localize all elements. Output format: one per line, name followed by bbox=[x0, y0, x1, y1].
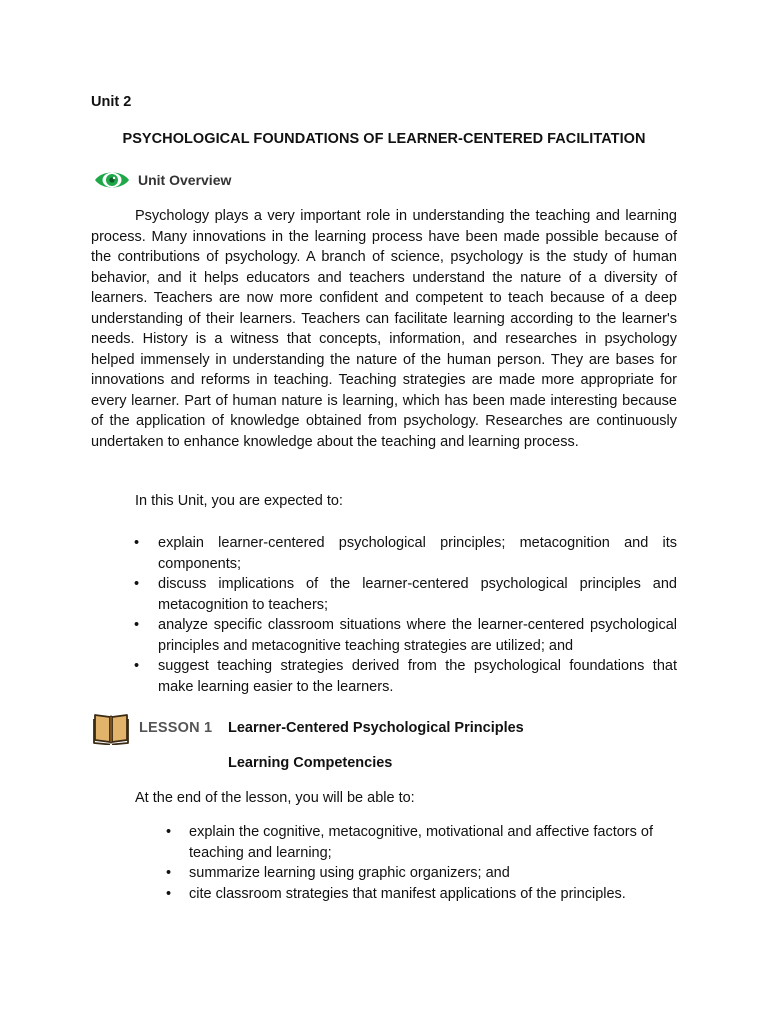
list-item: • explain the cognitive, metacognitive, motivational and affective factors of teaching and learning; bbox=[189, 822, 679, 863]
unit-overview-label: Unit Overview bbox=[138, 172, 232, 188]
lesson-header bbox=[93, 711, 212, 745]
intro-paragraph: Psychology plays a very important role in understanding the teaching and learning process. Many innovations in the learning process have been made possible because of the contributions of psychology. A branch of science, psychology is the study of human behavior, and it helps educators and teachers understand the nature of a diversity of learners. Teachers are now more confident and competent to teach because of a deep understanding of their learners. Teachers can facilitate learning according to the learner's needs. History is a witness that concepts, information, and researches in psychology helped immensely in understanding the nature of the human person. They are bases for innovations and reforms in teaching. Teaching strategies are made more appropriate for every learner. Part of human nature is learning, which has been made interesting because of the application of knowledge obtained from psychology. Researches are continuously undertaken to enhance knowledge about the teaching and learning process. bbox=[91, 208, 677, 450]
list-item: • suggest teaching strategies derived from the psychological foundations that make learning easier to the learners. bbox=[91, 656, 677, 697]
objectives-list bbox=[91, 533, 677, 697]
list-item: • summarize learning using graphic organizers; and bbox=[189, 863, 679, 884]
unit-overview-heading bbox=[94, 169, 231, 191]
lesson-badge: LESSON 1 bbox=[139, 720, 213, 736]
list-item: • cite classroom strategies that manifest applications of the principles. bbox=[189, 884, 679, 905]
page-title: PSYCHOLOGICAL FOUNDATIONS OF LEARNER-CENTERED FACILITATION bbox=[122, 131, 646, 147]
competencies-list bbox=[189, 822, 679, 904]
list-item: • discuss implications of the learner-centered psychological principles and metacognition to teachers; bbox=[91, 574, 677, 615]
unit-label: Unit 2 bbox=[91, 94, 132, 110]
lesson-title: Learner-Centered Psychological Principles bbox=[228, 720, 524, 736]
objectives-intro: In this Unit, you are expected to: bbox=[135, 493, 343, 509]
list-item: • explain learner-centered psychological principles; metacognition and its components; bbox=[91, 533, 677, 574]
book-icon bbox=[93, 711, 129, 745]
competencies-heading: Learning Competencies bbox=[228, 755, 393, 771]
eye-icon bbox=[94, 169, 130, 191]
competencies-intro: At the end of the lesson, you will be able to: bbox=[135, 790, 415, 806]
list-item: • analyze specific classroom situations where the learner-centered psychological principles and metacognitive teaching strategies are utilized; and bbox=[91, 615, 677, 656]
